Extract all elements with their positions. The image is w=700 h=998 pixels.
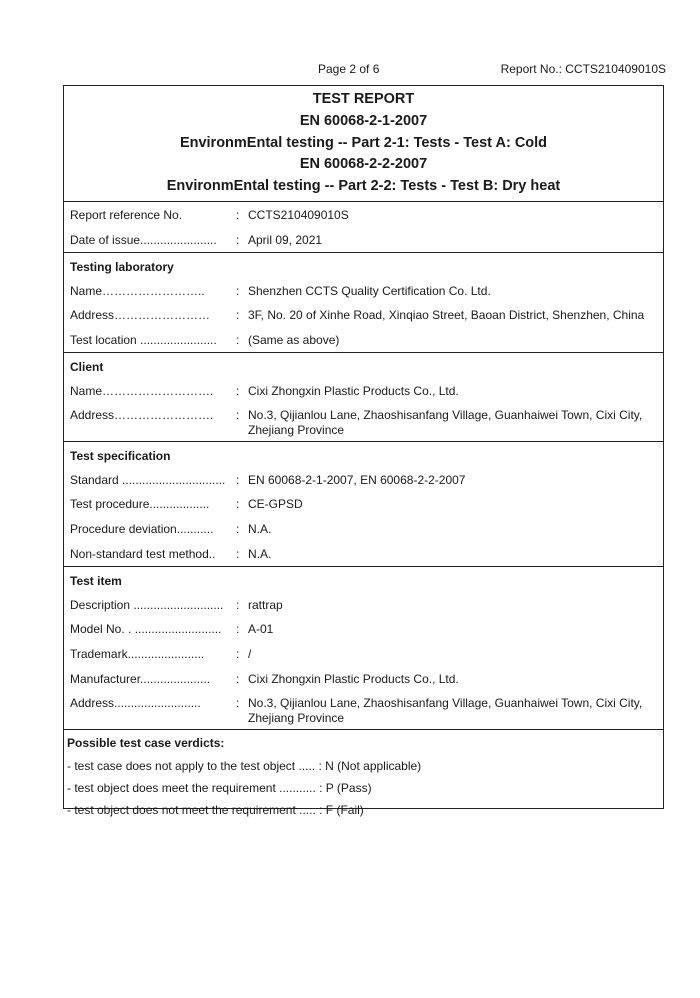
test-location-row [64,327,663,352]
field-label: Report reference No. [70,208,183,222]
field-label: Name………………………. [70,383,214,398]
field-value: Cixi Zhongxin Plastic Products Co., Ltd. [248,383,459,398]
field-value: April 09, 2021 [248,232,323,247]
field-label: Description ........................... [70,597,224,612]
report-reference-row [64,202,663,227]
field-label: Test procedure.................. [70,497,210,512]
separator: : [236,696,240,711]
verdict-not-applicable: - test case does not apply to the test object ..... : N (Not applicable) [67,759,422,773]
verdict-fail: - test object does not meet the requirement ..... : F (Fail) [67,803,364,817]
field-value: 3F, No. 20 of Xinhe Road, Xinqiao Street, Baoan District, Shenzhen, China [248,308,645,323]
standard-row [64,467,663,492]
field-label: Model No. . .......................... [70,622,222,637]
field-label: Name…………………….. [70,283,205,298]
verdict-pass: - test object does meet the requirement ........... : P (Pass) [67,781,372,795]
field-label: Non-standard test method.. [70,546,216,561]
separator: : [236,522,240,537]
field-label: Address.......................... [70,696,201,711]
report-info-section [64,202,663,253]
procedure-deviation-row [64,516,663,541]
testing-laboratory-section [64,253,663,353]
report-title: TEST REPORT [312,91,415,107]
manufacturer-row [64,666,663,691]
section-heading-text: Test item [70,574,122,588]
separator: : [236,283,240,298]
separator: : [236,497,240,512]
field-value: (Same as above) [248,333,340,348]
section-heading-text: Test specification [70,449,171,463]
field-value: Shenzhen CCTS Quality Certification Co. Ltd. [248,283,491,298]
description-row [64,592,663,617]
separator: : [236,546,240,561]
field-value: CCTS210409010S [248,208,349,222]
field-value: Cixi Zhongxin Plastic Products Co., Ltd. [248,671,459,686]
field-value: rattrap [248,597,283,612]
section-heading-text: Client [70,360,104,374]
field-label: Date of issue....................... [70,232,217,247]
field-value: No.3, Qijianlou Lane, Zhaoshisanfang Village, Guanhaiwei Town, Cixi City, Zhejiang Province [248,408,643,438]
field-label: Procedure deviation........... [70,522,214,537]
standard-subtitle-1: EnvironmEntal testing -- Part 2-1: Tests - Test A: Cold [179,134,548,151]
report-table [63,85,664,817]
section-heading [64,567,663,592]
report-number: Report No.: CCTS210409010S [500,62,666,76]
separator: : [236,647,240,662]
page-number: Page 2 of 6 [318,62,380,76]
field-label: Manufacturer..................... [70,671,211,686]
standard-title-2: EN 60068-2-2-2007 [299,156,428,173]
verdicts-heading: Possible test case verdicts: [67,736,225,750]
field-label: Standard ............................... [70,472,226,487]
field-value: No.3, Qijianlou Lane, Zhaoshisanfang Village, Guanhaiwei Town, Cixi City, Zhejiang Province [248,696,643,726]
separator: : [236,333,240,348]
separator: : [236,622,240,637]
field-value: CE-GPSD [248,497,303,512]
lab-address-row [64,302,663,327]
separator: : [236,308,240,323]
section-heading-text: Testing laboratory [70,260,174,274]
separator: : [236,232,240,247]
test-item-section [64,567,663,730]
standard-subtitle-2: EnvironmEntal testing -- Part 2-2: Tests - Test B: Dry heat [166,178,561,195]
lab-name-row [64,278,663,303]
separator: : [236,671,240,686]
separator: : [236,472,240,487]
field-label: Test location ....................... [70,333,217,348]
test-procedure-row [64,491,663,516]
model-no-row [64,616,663,641]
field-value: N.A. [248,546,272,561]
standard-title-1: EN 60068-2-1-2007 [299,112,428,129]
field-value: / [248,647,252,662]
non-standard-method-row [64,541,663,566]
manufacturer-address-row [64,690,663,726]
test-specification-section [64,442,663,567]
separator: : [236,597,240,612]
separator: : [236,408,240,423]
verdicts-section [64,730,663,815]
field-value: N.A. [248,522,272,537]
client-address-row [64,402,663,438]
separator: : [236,383,240,398]
field-value: EN 60068-2-1-2007, EN 60068-2-2-2007 [248,472,466,487]
section-heading [64,442,663,467]
field-label: Address…………………… [70,308,211,323]
field-label: Trademark....................... [70,647,205,662]
trademark-row [64,641,663,666]
page-header [0,62,700,78]
title-block [64,89,663,202]
field-value: A-01 [248,622,274,637]
date-of-issue-row [64,227,663,252]
client-name-row [64,378,663,403]
field-label: Address……………………. [70,408,214,423]
client-section [64,353,663,442]
section-heading [64,353,663,378]
separator: : [236,208,240,222]
section-heading [64,253,663,278]
